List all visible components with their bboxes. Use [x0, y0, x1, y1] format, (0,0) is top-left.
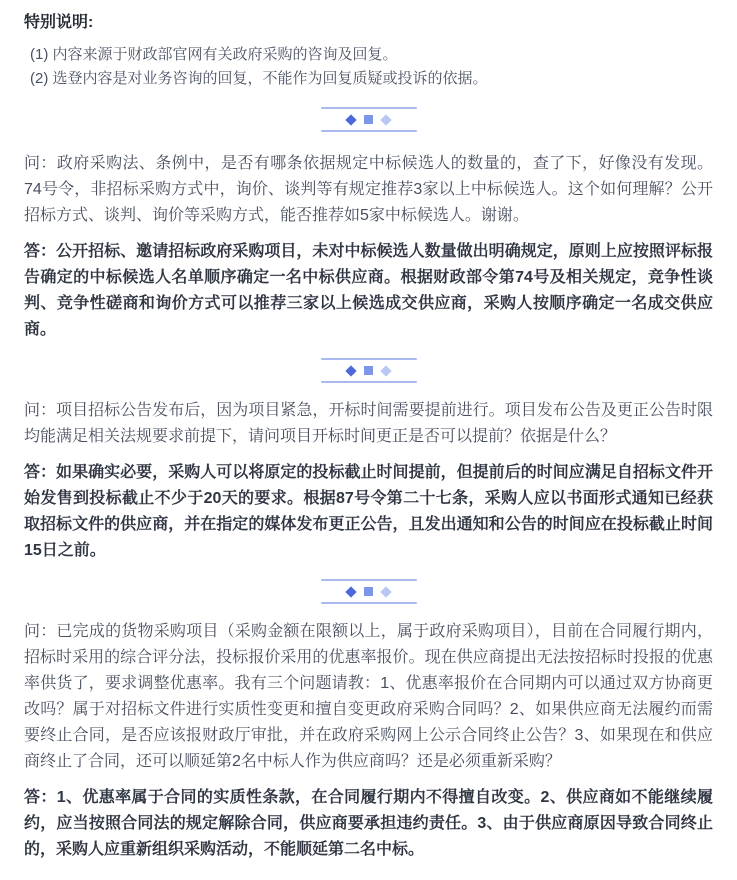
divider-bottom-rule [321, 130, 417, 132]
question-text: 问：项目招标公告发布后，因为项目紧急，开标时间需要提前进行。项目发布公告及更正公告时限均能满足相关法规要求前提下，请问项目开标时间更正是否可以提前？依据是什么？ [24, 402, 713, 445]
qa-section-2 [24, 398, 713, 564]
question-text: 问：已完成的货物采购项目（采购金额在限额以上，属于政府采购项目），目前在合同履行期内，招标时采用的综合评分法，投标报价采用的优惠率报价。现在供应商提出无法按招标时投报的优惠率供货了，要求调整优惠率。我有三个问题请教：1、优惠率报价在合同期内可以通过双方协商更改吗？属于对招标文件进行实质性变更和擅自变更政府采购合同吗？2、如果供应商无法履约而需要终止合同，是否应该报财政厅审批，并在政府采购网上公示合同终止公告？3、如果现在和供应商终止了合同，还可以顺延第2名中标人作为供应商吗？还是必须重新采购？ [24, 623, 713, 770]
special-note-item-2: (2) 选登内容是对业务咨询的回复，不能作为回复质疑或投诉的依据。 [30, 70, 488, 87]
diamond-light-icon [380, 586, 391, 597]
special-note-title: 特别说明: [24, 14, 94, 31]
square-icon [364, 587, 373, 596]
diamond-dark-icon [345, 114, 356, 125]
diamond-light-icon [380, 114, 391, 125]
divider-shapes [347, 109, 390, 130]
special-note-item-1: (1) 内容来源于财政部官网有关政府采购的咨询及回复。 [30, 46, 398, 63]
divider-shapes [347, 360, 390, 381]
diamond-dark-icon [345, 586, 356, 597]
diamond-light-icon [380, 365, 391, 376]
section-divider [321, 358, 417, 383]
section-divider [321, 107, 417, 132]
divider-shapes [347, 581, 390, 602]
answer-text: 答：1、优惠率属于合同的实质性条款，在合同履行期内不得擅自改变。2、供应商如不能继续履约，应当按照合同法的规定解除合同，供应商要承担违约责任。3、由于供应商原因导致合同终止的，采购人应重新组织采购活动，不能顺延第二名中标。 [24, 789, 713, 858]
qa-section-1 [24, 151, 713, 343]
square-icon [364, 366, 373, 375]
square-icon [364, 115, 373, 124]
answer-text: 答：公开招标、邀请招标政府采购项目，未对中标候选人数量做出明确规定，原则上应按照评标报告确定的中标候选人名单顺序确定一名中标供应商。根据财政部令第74号及相关规定，竞争性谈判、竞争性磋商和询价方式可以推荐三家以上候选成交供应商，采购人按顺序确定一名成交供应商。 [24, 243, 713, 338]
diamond-dark-icon [345, 365, 356, 376]
qa-section-3 [24, 619, 713, 863]
divider-bottom-rule [321, 602, 417, 604]
section-divider [321, 579, 417, 604]
question-text: 问：政府采购法、条例中，是否有哪条依据规定中标候选人的数量的，查了下，好像没有发现。74号令，非招标采购方式中，询价、谈判等有规定推荐3家以上中标候选人。这个如何理解？公开招标方式、谈判、询价等采购方式，能否推荐如5家中标候选人。谢谢。 [24, 155, 713, 224]
answer-text: 答：如果确实必要，采购人可以将原定的投标截止时间提前，但提前后的时间应满足自招标文件开始发售到投标截止不少于20天的要求。根据87号令第二十七条，采购人应以书面形式通知已经获取招标文件的供应商，并在指定的媒体发布更正公告，且发出通知和公告的时间应在投标截止时间15日之前。 [24, 464, 713, 559]
divider-bottom-rule [321, 381, 417, 383]
special-note-section [24, 12, 713, 91]
